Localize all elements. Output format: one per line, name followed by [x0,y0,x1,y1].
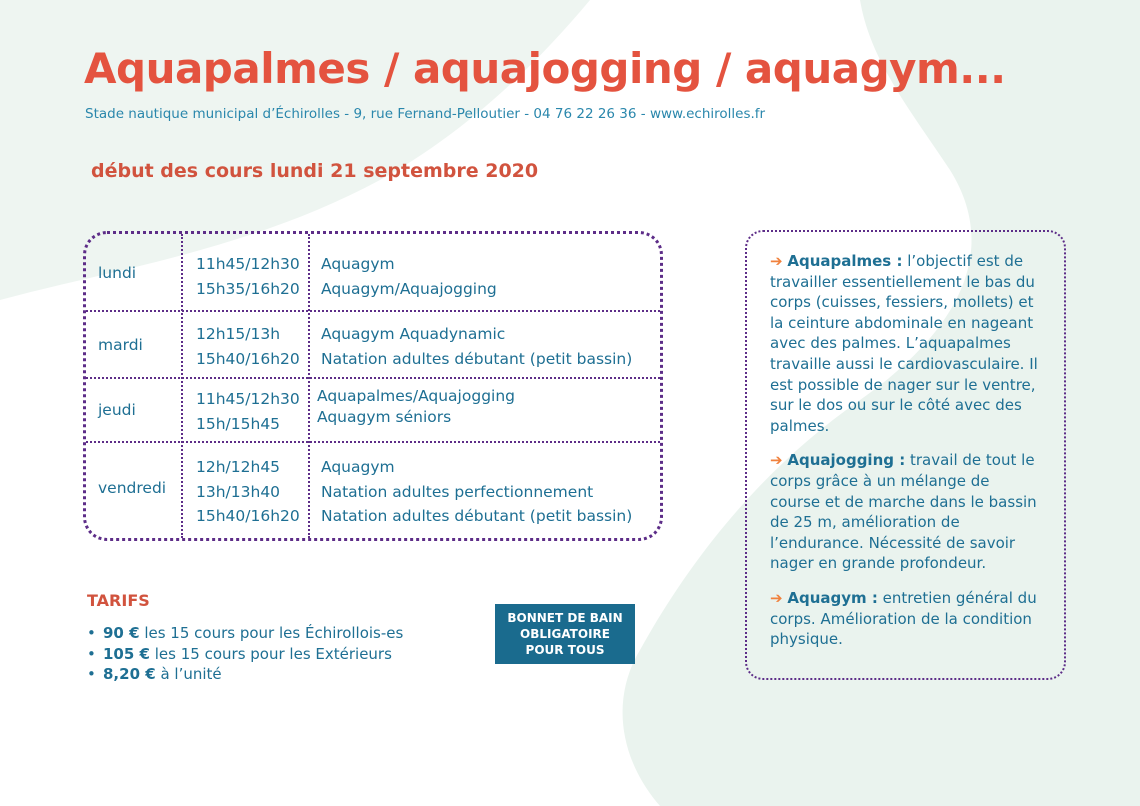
time-slot: 15h40/16h20 [196,507,300,525]
time-slot: 15h40/16h20 [196,349,300,368]
description-text: travail de tout le corps grâce à un mélange de course et de marche dans le bassin de 25 m, amélioration de l’endurance. Nécessité de savoir nager en grande profondeur. [770,451,1037,573]
activity: Aquagym [321,255,395,273]
arrow-right-icon: ➔ [770,252,783,270]
tarif-item [87,644,403,665]
tarif-text: les 15 cours pour les Extérieurs [154,644,392,663]
activity: Aquagym Aquadynamic [321,325,506,343]
activities [321,455,632,529]
notice-line: OBLIGATOIRE [520,627,610,641]
description-term: Aquagym : [787,588,878,607]
description-term: Aquapalmes : [787,252,903,270]
schedule-table [83,231,663,541]
schedule-row [86,234,660,310]
description-text: entretien général du corps. Amélioration de la condition physique. [770,588,1037,649]
activity: Natation adultes débutant (petit bassin) [321,349,633,368]
notice-line: POUR TOUS [525,643,605,657]
time-slot: 15h35/16h20 [196,279,300,298]
tarif-text: à l’unité [160,665,222,683]
time-slots [196,387,300,436]
arrow-right-icon: ➔ [770,451,783,470]
page-title: Aquapalmes / aquajogging / aquagym... [84,44,1006,93]
day-label: lundi [98,264,137,282]
description-term: Aquajogging : [787,451,906,470]
tarif-text: les 15 cours pour les Échirollois-es [144,624,404,642]
tarifs-heading: TARIFS [87,591,150,610]
time-slot: 12h15/13h [196,325,281,343]
day-label: mardi [98,336,143,354]
time-slots [196,322,300,371]
activities [321,252,497,301]
activity: Aquapalmes/Aquajogging [317,387,515,405]
activity: Natation adultes débutant (petit bassin) [321,507,633,525]
column-divider [308,234,310,538]
activities [321,322,632,371]
activity: Aquagym/Aquajogging [321,279,497,298]
tarif-price: 8,20 € [103,665,156,683]
bullet-icon: • [87,644,96,663]
tarif-item [87,623,403,644]
schedule-row [86,441,660,540]
column-divider [181,234,183,538]
time-slot: 11h45/12h30 [196,255,300,273]
time-slot: 15h/15h45 [196,414,281,433]
swim-cap-notice [495,604,635,664]
time-slot: 13h/13h40 [196,482,281,501]
start-date: début des cours lundi 21 septembre 2020 [91,160,539,182]
bullet-icon: • [87,624,96,642]
description-aquajogging [770,450,1044,574]
bullet-icon: • [87,665,96,683]
activity: Aquagym séniors [317,408,452,426]
time-slot: 11h45/12h30 [196,390,300,408]
time-slot: 12h/12h45 [196,458,281,476]
activity: Natation adultes perfectionnement [321,482,594,501]
description-text: l’objectif est de travailler essentiellement le bas du corps (cuisses, fessiers, mollets) et la ceinture abdominale en nageant avec des palmes. L’aquapalmes travaille aussi le cardiovasculaire. Il est possible de nager sur le ventre, sur le dos ou sur le côté avec des palmes. [770,252,1038,435]
tarifs-list [87,623,403,685]
description-aquapalmes [770,251,1044,436]
time-slots [196,252,300,301]
activity-descriptions [745,230,1066,680]
activities [317,386,515,428]
time-slots [196,455,300,529]
description-aquagym [770,588,1044,650]
tarif-item [87,664,403,685]
day-label: vendredi [98,479,167,497]
arrow-right-icon: ➔ [770,588,783,607]
schedule-row [86,377,660,443]
day-label: jeudi [98,401,136,419]
tarif-price: 105 € [103,644,150,663]
tarif-price: 90 € [103,624,140,642]
schedule-row [86,310,660,379]
activity: Aquagym [321,458,395,476]
notice-line: BONNET DE BAIN [507,611,623,625]
venue-address: Stade nautique municipal d’Échirolles - 9, rue Fernand-Pelloutier - 04 76 22 26 36 - www.echirolles.fr [85,106,766,122]
